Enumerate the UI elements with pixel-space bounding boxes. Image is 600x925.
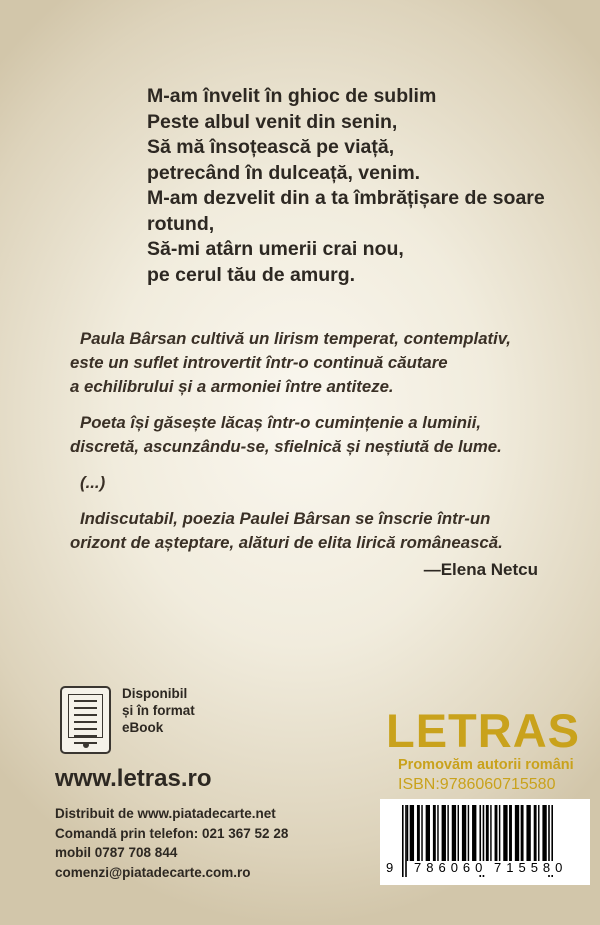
poem-line: rotund, <box>147 212 215 235</box>
critique-paragraph <box>70 507 570 555</box>
barcode-digits-left: 786060 <box>414 860 488 875</box>
ebook-line: Disponibil <box>122 686 188 701</box>
contact-line: mobil 0787 708 844 <box>55 845 178 860</box>
poem-line: Să-mi atârn umerii crai nou, <box>147 238 404 260</box>
critique-line: orizont de așteptare, alături de elita lirică românească. <box>70 533 503 552</box>
ebook-reader-icon <box>60 686 111 754</box>
critic-signature: —Elena Netcu <box>423 560 538 579</box>
poem-line: Peste albul venit din senin, <box>147 110 398 133</box>
poem-line: petrecând în dulceață, venim. <box>147 161 421 184</box>
ebook-line: și în format <box>122 703 195 718</box>
barcode-digit: 9 <box>386 860 394 875</box>
critique-paragraph <box>70 411 570 459</box>
contact-line: Comandă prin telefon: 021 367 52 28 <box>55 825 289 841</box>
barcode-digits-right: 715580 <box>494 860 568 875</box>
publisher-tagline: Promovăm autorii români <box>398 757 574 773</box>
isbn-barcode <box>380 799 590 885</box>
contact-line: Distribuit de www.piatadecarte.net <box>55 806 276 821</box>
poem-line: M-am dezvelit din a ta îmbrățișare de soare <box>147 187 545 209</box>
critique-paragraph <box>70 471 570 495</box>
critique-paragraph <box>70 327 570 399</box>
isbn-label: ISBN:9786060715580 <box>398 776 556 793</box>
publisher-website: www.letras.ro <box>55 765 212 792</box>
poem-line: Să mă însoțească pe viață, <box>147 136 395 158</box>
contact-info <box>55 804 288 882</box>
poem-line: pe cerul tău de amurg. <box>147 263 356 286</box>
ebook-availability <box>122 685 195 736</box>
poem-excerpt <box>147 84 547 288</box>
critique-line: Paula Bârsan cultivă un lirism temperat, contemplativ, <box>80 329 511 348</box>
critique-text <box>70 327 570 567</box>
critique-line: (...) <box>80 473 106 492</box>
ebook-line: eBook <box>122 720 164 735</box>
critique-line: a echilibrului și a armoniei între antiteze. <box>70 377 394 396</box>
contact-line: comenzi@piatadecarte.com.ro <box>55 864 251 880</box>
critique-line: discretă, ascunzându-se, sfielnică și neștiută de lume. <box>70 437 502 456</box>
publisher-logo: LETRAS <box>386 704 580 757</box>
critique-line: este un suflet introvertit într-o continuă căutare <box>70 353 448 372</box>
critique-line: Indiscutabil, poezia Paulei Bârsan se înscrie într-un <box>80 509 491 528</box>
poem-line: M-am învelit în ghioc de sublim <box>147 85 437 107</box>
critique-line: Poeta își găsește lăcaș într-o cumințenie a luminii, <box>80 413 482 432</box>
